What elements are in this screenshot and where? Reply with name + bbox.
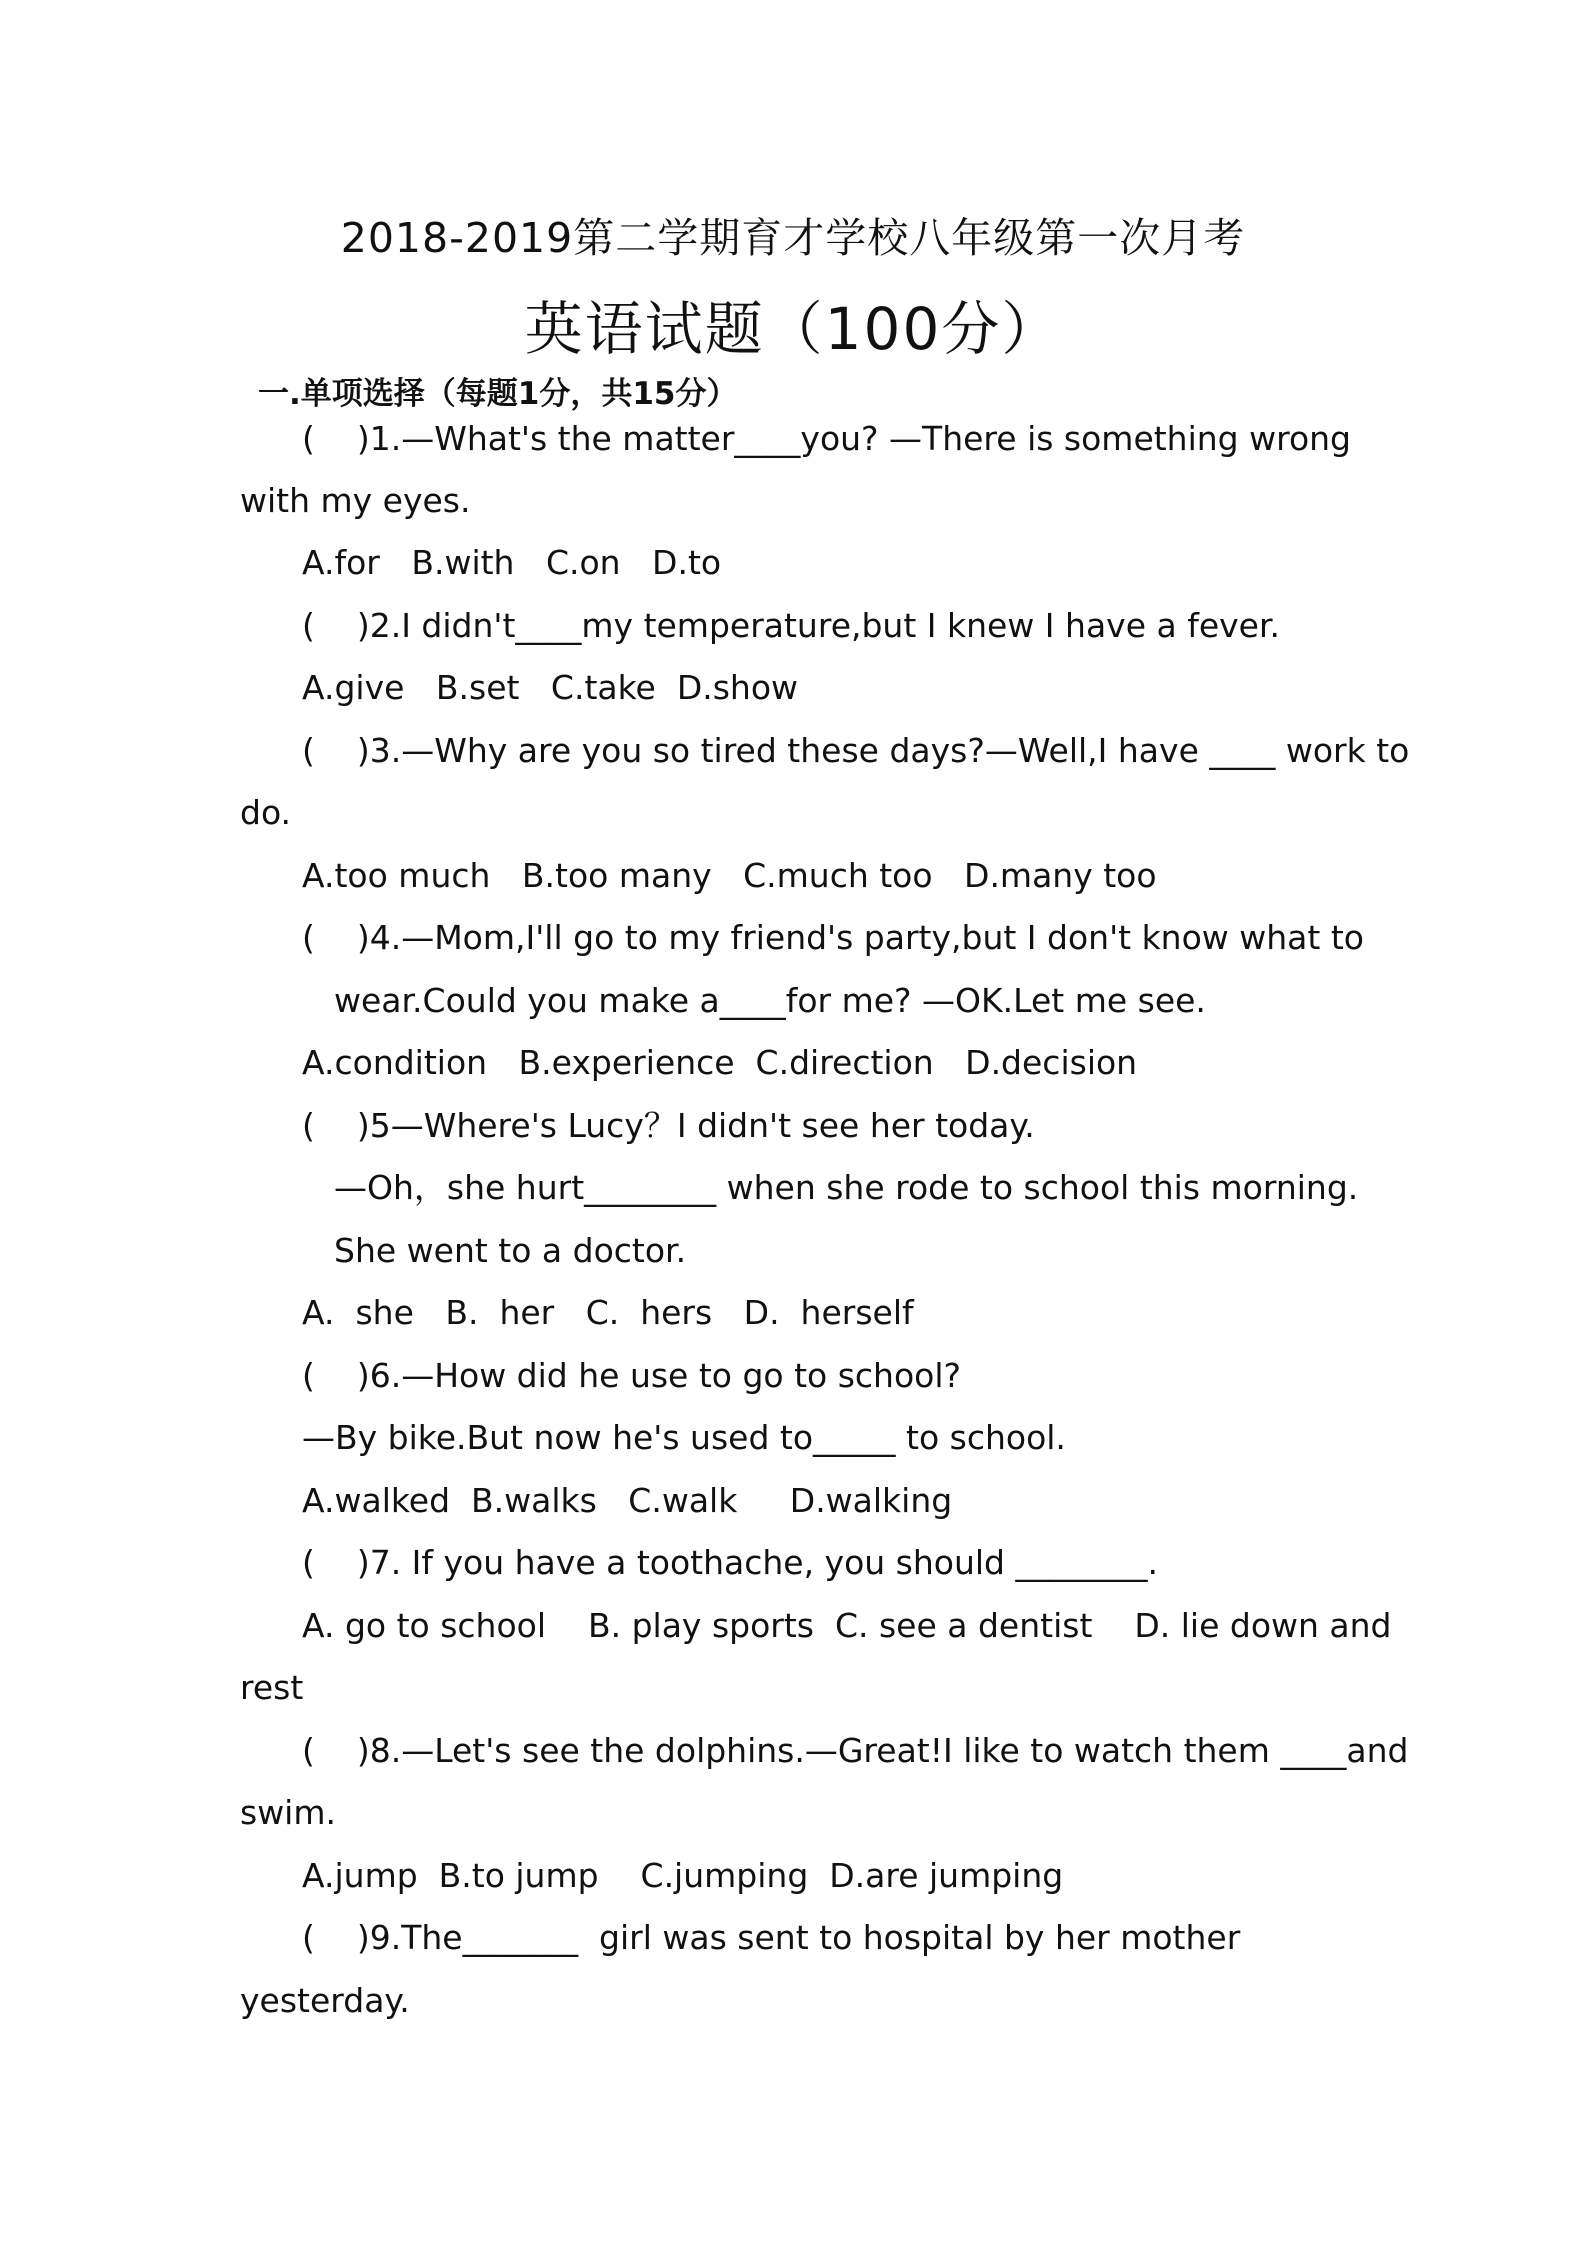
question-line: ( )6.—How did he use to go to school? (302, 1356, 962, 1395)
question-line: ( )8.—Let's see the dolphins.—Great!I like to watch them ____and (302, 1731, 1409, 1770)
question-line: She went to a doctor. (334, 1231, 687, 1270)
question-line: ( )9.The_______ girl was sent to hospital by her mother (302, 1918, 1241, 1957)
question-line: —By bike.But now he's used to_____ to school. (302, 1418, 1066, 1457)
question-line: ( )7. If you have a toothache, you should ________. (302, 1543, 1158, 1582)
question-line: wear.Could you make a____for me? —OK.Let me see. (334, 981, 1206, 1020)
question-line: ( )4.—Mom,I'll go to my friend's party,but I don't know what to (302, 918, 1364, 957)
options-line: A.too much B.too many C.much too D.many too (302, 856, 1157, 895)
options-line: A.give B.set C.take D.show (302, 668, 799, 707)
question-line: yesterday. (240, 1981, 410, 2020)
options-line: A. go to school B. play sports C. see a dentist D. lie down and (302, 1606, 1392, 1645)
options-line: A.walked B.walks C.walk D.walking (302, 1481, 953, 1520)
question-line: —Oh，she hurt________ when she rode to school this morning. (334, 1168, 1359, 1207)
section-heading: 一.单项选择（每题1分，共15分） (258, 376, 738, 412)
question-line: ( )1.—What's the matter____you? —There is something wrong (302, 419, 1352, 458)
question-line: with my eyes. (240, 481, 471, 520)
exam-subtitle: 英语试题（100分） (524, 295, 1062, 363)
question-line: ( )2.I didn't____my temperature,but I knew I have a fever. (302, 606, 1280, 645)
options-line: A.condition B.experience C.direction D.decision (302, 1043, 1138, 1082)
options-line: rest (240, 1668, 304, 1707)
question-line: do. (240, 793, 292, 832)
options-line: A. she B. her C. hers D. herself (302, 1293, 914, 1332)
question-line: ( )5—Where's Lucy？I didn't see her today. (302, 1106, 1035, 1145)
question-line: swim. (240, 1793, 336, 1832)
question-line: ( )3.—Why are you so tired these days?—Well,I have ____ work to (302, 731, 1410, 770)
options-line: A.jump B.to jump C.jumping D.are jumping (302, 1856, 1064, 1895)
options-line: A.for B.with C.on D.to (302, 543, 722, 582)
exam-title: 2018-2019第二学期育才学校八年级第一次月考 (340, 214, 1246, 262)
